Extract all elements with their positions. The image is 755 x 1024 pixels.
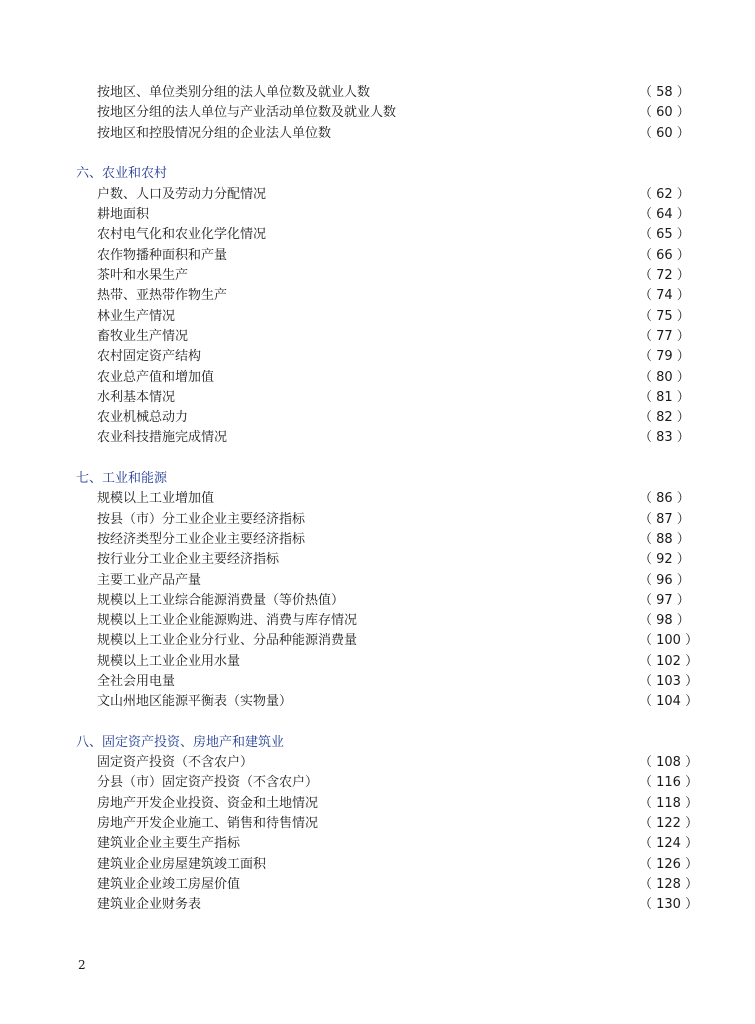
toc-entry[interactable] [97,753,699,773]
toc-entry[interactable] [97,510,690,530]
toc-entry-page: （ 77 ） [639,329,690,344]
toc-entry-page: （ 60 ） [639,105,690,120]
toc-entry[interactable] [97,794,699,814]
toc-entry-title: 耕地面积 [97,207,150,222]
dot-leader [151,205,635,225]
toc-entry-title: 按县（市）分工业企业主要经济指标 [97,512,306,527]
toc-entry-title: 规模以上工业企业能源购进、消费与库存情况 [97,613,358,628]
dot-leader [203,571,635,591]
toc-entry-page: （ 86 ） [639,491,690,506]
toc-entry[interactable] [97,388,690,408]
toc-entry-title: 建筑业企业房屋建筑竣工面积 [97,857,267,872]
toc-entry[interactable] [97,408,690,428]
dot-leader [320,814,635,834]
toc-entry-page: （ 79 ） [639,349,690,364]
toc-entry[interactable] [97,368,690,388]
toc-entry-title: 农作物播种面积和产量 [97,248,228,263]
page-number: 2 [78,958,86,972]
toc-entry-page: （ 98 ） [639,613,690,628]
toc-entry[interactable] [97,814,699,834]
toc-entry[interactable] [97,185,690,205]
toc-entry-title: 主要工业产品产量 [97,573,202,588]
toc-entry-page: （ 88 ） [639,532,690,547]
toc-entry-page: （ 102 ） [639,654,699,669]
toc-entry-title: 畜牧业生产情况 [97,329,189,344]
toc-entry[interactable] [97,266,690,286]
toc-entry[interactable] [97,489,690,509]
toc-entry[interactable] [97,246,690,266]
toc-entry-title: 水利基本情况 [97,390,176,405]
toc-entry-title: 全社会用电量 [97,674,176,689]
dot-leader [307,530,635,550]
toc-entry-page: （ 122 ） [639,816,699,831]
toc-entry[interactable] [97,550,690,570]
toc-entry-title: 户数、人口及劳动力分配情况 [97,187,267,202]
toc-entry-page: （ 65 ） [639,227,690,242]
toc-entry-page: （ 62 ） [639,187,690,202]
toc-entry-title: 农村电气化和农业化学化情况 [97,227,267,242]
toc-entry-title: 按地区、单位类别分组的法人单位数及就业人数 [97,85,371,100]
dot-leader [268,225,635,245]
dot-leader [359,631,635,651]
dot-leader [359,611,635,631]
toc-entry-page: （ 116 ） [639,775,699,790]
dot-leader [281,550,635,570]
toc-entry[interactable] [97,205,690,225]
dot-leader [242,834,635,854]
toc-entry-page: （ 92 ） [639,552,690,567]
toc-entry-page: （ 64 ） [639,207,690,222]
toc-entry-title: 规模以上工业企业用水量 [97,654,241,669]
toc-entry-title: 茶叶和水果生产 [97,268,189,283]
toc-entry[interactable] [97,286,690,306]
toc-entry-page: （ 74 ） [639,288,690,303]
toc-entry-page: （ 97 ） [639,593,690,608]
dot-leader [268,185,635,205]
dot-leader [242,652,635,672]
section-heading[interactable]: 八、固定资产投资、房地产和建筑业 [76,735,285,750]
toc-entry-page: （ 126 ） [639,857,699,872]
toc-entry-title: 房地产开发企业投资、资金和土地情况 [97,796,319,811]
toc-entry-title: 农业机械总动力 [97,410,189,425]
toc-entry[interactable] [97,672,699,692]
dot-leader [203,347,635,367]
dot-leader [268,855,635,875]
dot-leader [307,510,635,530]
toc-entry-title: 农业科技措施完成情况 [97,430,228,445]
toc-entry[interactable] [97,652,699,672]
dot-leader [177,307,635,327]
dot-leader [398,103,635,123]
dot-leader [216,368,635,388]
dot-leader [229,246,635,266]
toc-entry-title: 文山州地区能源平衡表（实物量） [97,694,293,709]
dot-leader [177,672,635,692]
dot-leader [177,388,635,408]
toc-entry-title: 建筑业企业财务表 [97,897,202,912]
section-heading[interactable]: 七、工业和能源 [76,471,168,486]
toc-entry-page: （ 104 ） [639,694,699,709]
dot-leader [372,83,635,103]
toc-entry-title: 房地产开发企业施工、销售和待售情况 [97,816,319,831]
toc-entry[interactable] [97,124,690,144]
dot-leader [216,489,635,509]
toc-entry-title: 固定资产投资（不含农户） [97,755,254,770]
toc-entry[interactable] [97,895,699,915]
dot-leader [229,286,635,306]
toc-entry[interactable] [97,834,699,854]
toc-entry-page: （ 60 ） [639,126,690,141]
toc-entry-title: 按地区分组的法人单位与产业活动单位数及就业人数 [97,105,397,120]
dot-leader [294,692,635,712]
toc-entry[interactable] [97,855,699,875]
toc-entry-title: 热带、亚热带作物生产 [97,288,228,303]
toc-entry-title: 规模以上工业综合能源消费量（等价热值） [97,593,345,608]
toc-entry[interactable] [97,875,699,895]
dot-leader [190,408,635,428]
toc-entry-title: 林业生产情况 [97,309,176,324]
toc-entry-title: 农村固定资产结构 [97,349,202,364]
section-heading[interactable]: 六、农业和农村 [76,166,168,181]
toc-entry-page: （ 81 ） [639,390,690,405]
toc-entry-page: （ 124 ） [639,836,699,851]
toc-entry[interactable] [97,611,690,631]
toc-entry[interactable] [97,225,690,245]
toc-entry-title: 建筑业企业竣工房屋价值 [97,877,241,892]
toc-entry-page: （ 108 ） [639,755,699,770]
toc-entry-title: 按地区和控股情况分组的企业法人单位数 [97,126,332,141]
dot-leader [190,266,635,286]
toc-entry-title: 按行业分工业企业主要经济指标 [97,552,280,567]
toc-entry[interactable] [97,530,690,550]
toc-entry-title: 农业总产值和增加值 [97,370,215,385]
dot-leader [255,753,635,773]
toc-entry-page: （ 58 ） [639,85,690,100]
dot-leader [320,794,635,814]
toc-entry-title: 建筑业企业主要生产指标 [97,836,241,851]
toc-entry-page: （ 83 ） [639,430,690,445]
toc-entry[interactable] [97,307,690,327]
dot-leader [190,327,635,347]
toc-entry-title: 规模以上工业企业分行业、分品种能源消费量 [97,633,358,648]
toc-entry[interactable] [97,428,690,448]
dot-leader [203,895,635,915]
toc-entry-page: （ 72 ） [639,268,690,283]
toc-entry-page: （ 66 ） [639,248,690,263]
dot-leader [242,875,635,895]
toc-entry[interactable] [97,692,699,712]
toc-entry-page: （ 130 ） [639,897,699,912]
toc-entry[interactable] [97,631,699,651]
toc-entry-page: （ 96 ） [639,573,690,588]
toc-entry-page: （ 118 ） [639,796,699,811]
toc-entry[interactable] [97,773,699,793]
toc-entry-page: （ 128 ） [639,877,699,892]
dot-leader [229,428,635,448]
toc-entry-title: 按经济类型分工业企业主要经济指标 [97,532,306,547]
toc-entry-page: （ 82 ） [639,410,690,425]
dot-leader [346,591,635,611]
toc-entry[interactable] [97,347,690,367]
toc-entry-page: （ 103 ） [639,674,699,689]
toc-entry-title: 分县（市）固定资产投资（不含农户） [97,775,319,790]
dot-leader [320,773,635,793]
toc-entry-page: （ 80 ） [639,370,690,385]
toc-entry-page: （ 87 ） [639,512,690,527]
toc-entry[interactable] [97,83,690,103]
toc-entry[interactable] [97,327,690,347]
toc-entry-page: （ 75 ） [639,309,690,324]
toc-entry[interactable] [97,591,690,611]
toc-entry-title: 规模以上工业增加值 [97,491,215,506]
toc-entry[interactable] [97,103,690,123]
toc-entry[interactable] [97,571,690,591]
toc-entry-page: （ 100 ） [639,633,699,648]
dot-leader [333,124,635,144]
